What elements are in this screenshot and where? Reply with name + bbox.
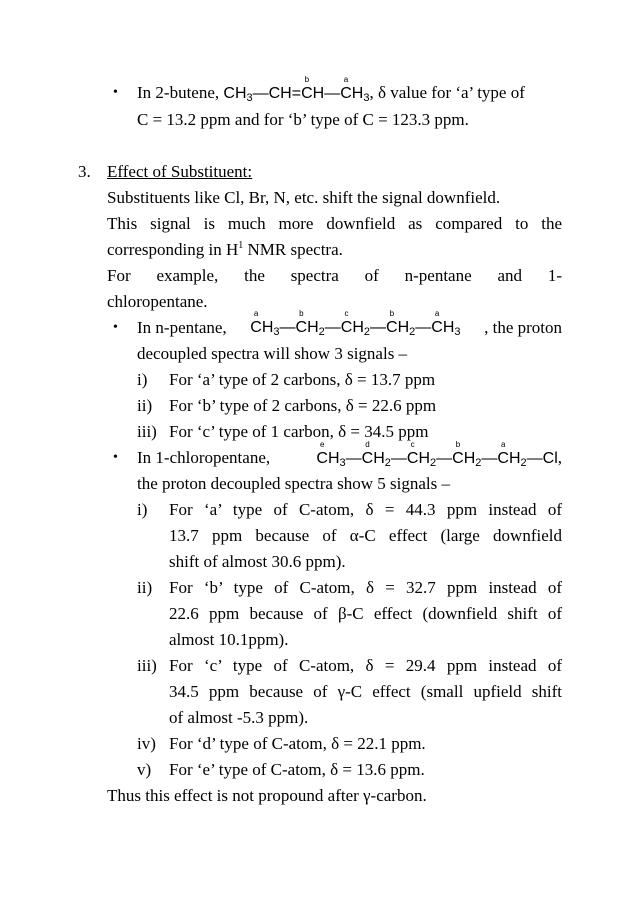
carbon-type-label: b: [299, 309, 304, 318]
chloro-item-num-1: i): [137, 500, 148, 519]
formula-text: H: [418, 450, 431, 467]
chloro-item-3-line-3: of almost -5.3 ppm).: [169, 708, 309, 727]
formula-text: —: [345, 450, 362, 467]
formula-text: —Cl: [526, 450, 558, 467]
carbon-type-label: d: [365, 440, 370, 449]
formula-labeled-carbon: C b: [301, 75, 313, 102]
chloro-item-num-3: iii): [137, 656, 157, 675]
formula-subscript: 2: [409, 326, 416, 338]
pentane-item-text-1: For ‘a’ type of 2 carbons, δ = 13.7 ppm: [169, 370, 436, 389]
formula-subscript: 3: [454, 326, 461, 338]
formula-labeled-carbon: C a: [340, 75, 352, 102]
formula-labeled-carbon: C a: [250, 309, 262, 336]
formula-text: H: [508, 450, 521, 467]
formula-text: —: [370, 319, 387, 336]
chloro-item-1-line-2: 13.7 ppm because of α-C effect (large downfield: [169, 526, 562, 545]
formula-text: H: [442, 319, 455, 336]
formula-subscript: 3: [246, 92, 253, 104]
chloro-item-2-line-3: almost 10.1ppm).: [169, 630, 289, 649]
carbon-type-label: a: [434, 309, 440, 318]
carbon-type-label: c: [410, 440, 415, 449]
formula-text: —: [436, 450, 453, 467]
formula-text: H: [352, 319, 364, 336]
formula-subscript: 2: [318, 326, 325, 338]
chloro-item-1-line-1: For ‘a’ type of C-atom, δ = 44.3 ppm instead of: [169, 500, 562, 519]
formula-text: H: [397, 319, 410, 336]
butene-line-1: In 2-butene, $CH_3—CH=C$ b H—C a $H_3$, δ value for ‘a’ type of: [137, 75, 525, 104]
formula-text: H: [463, 450, 476, 467]
formula-subscript: 3: [273, 326, 280, 338]
formula-labeled-carbon: C c: [340, 309, 353, 336]
formula-labeled-carbon: C c: [406, 440, 419, 467]
formula-labeled-carbon: C b: [386, 309, 398, 336]
formula-subscript: 3: [363, 92, 370, 104]
chloro-line-2: the proton decoupled spectra show 5 signals –: [137, 474, 451, 493]
carbon-type-label: c: [344, 309, 349, 318]
conclusion: Thus this effect is not propound after γ-carbon.: [107, 786, 427, 805]
formula-text: H: [307, 319, 319, 336]
formula-text: —: [481, 450, 498, 467]
formula-subscript: 2: [520, 457, 527, 469]
formula-text: H: [261, 319, 274, 336]
para-line-1: Substituents like Cl, Br, N, etc. shift the signal downfield.: [107, 188, 501, 207]
formula-text: —CH=: [252, 85, 302, 102]
chloro-item-4-line-1: For ‘d’ type of C-atom, δ = 22.1 ppm.: [169, 734, 426, 753]
chloro-item-3-line-1: For ‘c’ type of C-atom, δ = 29.4 ppm instead of: [169, 656, 562, 675]
pentane-item-num-3: iii): [137, 422, 157, 441]
formula-text: —: [279, 319, 296, 336]
pentane-item-text-3: For ‘c’ type of 1 carbon, δ = 34.5 ppm: [169, 422, 429, 441]
chloro-item-2-line-2: 22.6 ppm because of β-C effect (downfield shift of: [169, 604, 562, 623]
formula-subscript: 2: [430, 457, 437, 469]
bullet-chloropentane: •: [113, 450, 118, 465]
section-heading: Effect of Substituent:: [107, 162, 253, 181]
formula-subscript: 2: [363, 326, 371, 338]
carbon-type-label: b: [304, 75, 310, 84]
bullet-butene: •: [113, 85, 118, 100]
formula-labeled-carbon: C e: [316, 440, 328, 467]
formula-text: CH: [223, 85, 247, 102]
bullet-pentane: •: [113, 320, 118, 335]
pentane-item-text-2: For ‘b’ type of 2 carbons, δ = 22.6 ppm: [169, 396, 437, 415]
formula-text: H: [373, 450, 385, 467]
formula-subscript: 3: [339, 457, 346, 469]
pentane-line-2: decoupled spectra will show 3 signals –: [137, 344, 408, 363]
chloro-item-num-5: v): [137, 760, 152, 779]
example-line-1: For example, the spectra of n-pentane and 1-: [107, 266, 562, 285]
carbon-type-label: b: [455, 440, 461, 449]
chloro-item-num-4: iv): [137, 734, 156, 753]
section-number: 3.: [78, 162, 91, 181]
formula-text: —: [415, 319, 432, 336]
pentane-item-num-1: i): [137, 370, 148, 389]
chloro-line-1: In 1-chloropentane, C e $H_3—C$ d $H_2—C$ c $H_2—C$ b $H_2—C$ a $H_2—Cl$,: [137, 440, 562, 469]
carbon-type-label: a: [500, 440, 506, 449]
carbon-type-label: a: [253, 309, 259, 318]
pentane-item-num-2: ii): [137, 396, 153, 415]
formula-text: H: [351, 85, 364, 102]
formula-text: —: [324, 319, 341, 336]
formula-subscript: 2: [384, 457, 391, 469]
butene-formula: [223, 75, 370, 104]
chloro-item-1-line-3: shift of almost 30.6 ppm).: [169, 552, 346, 571]
chloro-item-2-line-1: For ‘b’ type of C-atom, δ = 32.7 ppm instead of: [169, 578, 562, 597]
formula-labeled-carbon: C a: [497, 440, 509, 467]
butene-line-2: C = 13.2 ppm and for ‘b’ type of C = 123.3 ppm.: [137, 110, 469, 129]
formula-labeled-carbon: C b: [295, 309, 308, 336]
formula-labeled-carbon: C b: [452, 440, 464, 467]
chloro-item-5-line-1: For ‘e’ type of C-atom, δ = 13.6 ppm.: [169, 760, 425, 779]
chloro-item-3-line-2: 34.5 ppm because of γ-C effect (small upfield shift: [169, 682, 562, 701]
formula-text: H—: [312, 85, 341, 102]
formula-text: —: [390, 450, 407, 467]
para-line-2: This signal is much more downfield as compared to the: [107, 214, 562, 233]
formula-labeled-carbon: C d: [361, 440, 374, 467]
pentane-formula: [250, 309, 461, 341]
formula-text: H: [327, 450, 340, 467]
para-line-3: corresponding in $H^1$ NMR spectra.: [107, 240, 343, 259]
pentane-line-1: In n-pentane, C a $H_3—C$ b $H_2—C$ c $H_2—C$ b $H_2—C$ a $H_3$ , the proton: [137, 315, 562, 341]
formula-subscript: 2: [475, 457, 482, 469]
chloro-item-num-2: ii): [137, 578, 153, 597]
formula-labeled-carbon: C a: [431, 309, 443, 336]
example-line-2: chloropentane.: [107, 292, 208, 311]
carbon-type-label: a: [343, 75, 349, 84]
carbon-type-label: b: [389, 309, 395, 318]
carbon-type-label: e: [319, 440, 325, 449]
